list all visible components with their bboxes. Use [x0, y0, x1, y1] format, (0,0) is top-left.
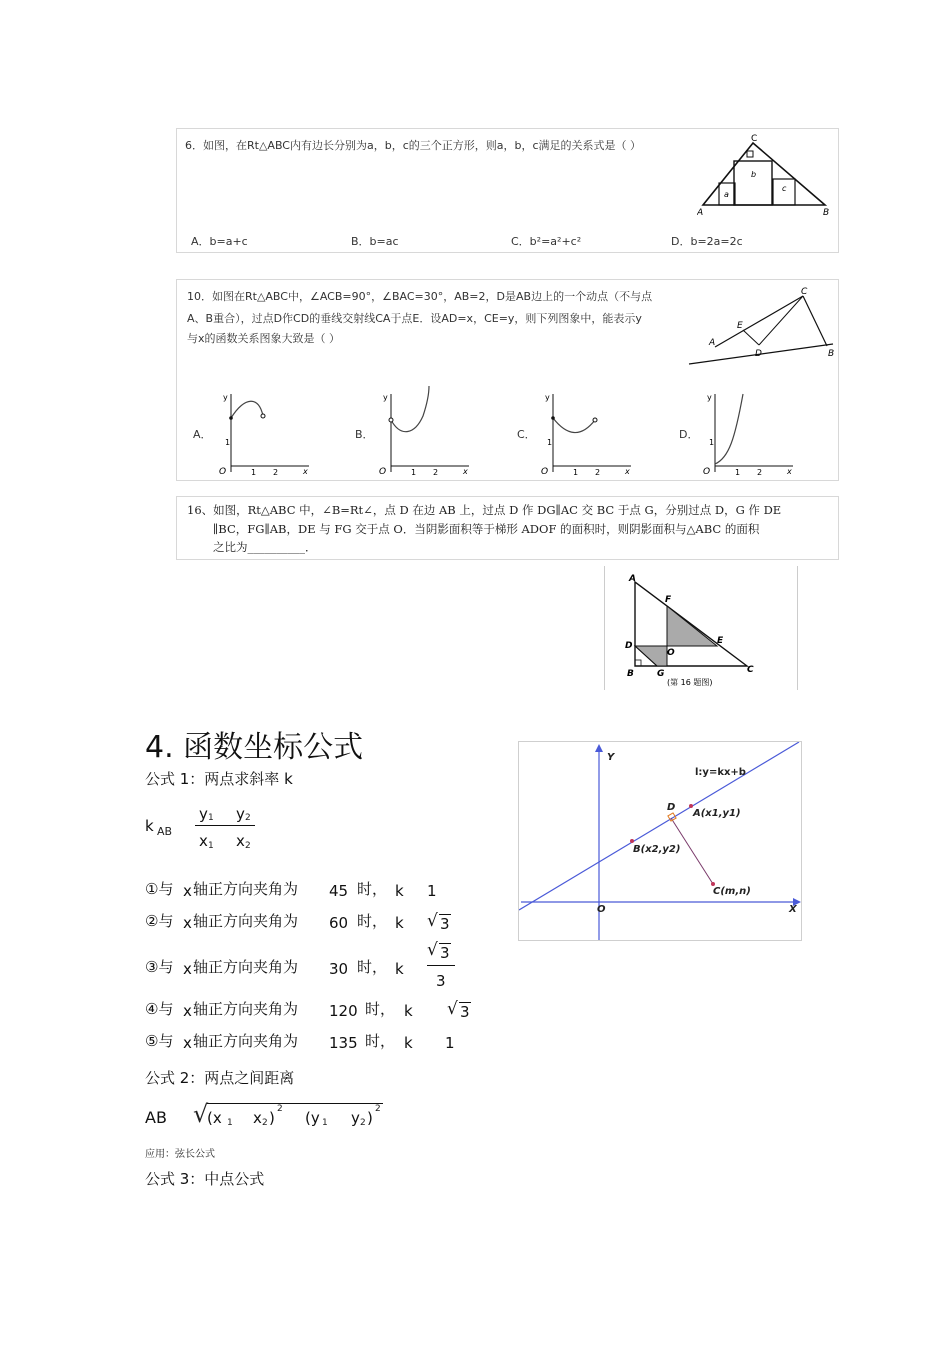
q6-label-b-vertex: B [823, 208, 830, 218]
q10a-1: 1 [251, 468, 257, 477]
question-10-line2: A、B重合），过点D作CD的垂线交射线CA于点E．设AD=x，CE=y，则下列图象中，能表示y [187, 312, 642, 325]
slope-x2-sub: 2 [245, 841, 251, 851]
q10-option-c: C． [517, 428, 536, 441]
q10d-y: y [707, 393, 712, 402]
angle-3-when: 时， [357, 958, 388, 976]
apply-note: 应用：弦长公式 [145, 1149, 215, 1160]
q10d-one: 1 [709, 438, 715, 447]
angle-4-when: 时， [365, 1000, 396, 1018]
q6-option-c: C．b²=a²+c² [511, 235, 582, 248]
q10-label-b: B [828, 349, 835, 359]
dist-y2-sub: 2 [360, 1118, 366, 1128]
slope-x2: x [236, 832, 245, 850]
graph-equation: l:y=kx+b [695, 767, 746, 778]
angle-4-val: 3 [460, 1003, 470, 1021]
graph-label-a: A(x1,y1) [693, 808, 741, 819]
dist-sqrt-sign: √ [193, 1100, 209, 1128]
angle-3-deg: 30 [329, 960, 349, 978]
question-6-figure [697, 133, 837, 219]
angle-3-mid: 轴正方向夹角为 [193, 958, 299, 976]
q10c-x: x [625, 467, 630, 476]
angle-row-2 [145, 910, 465, 936]
q10-option-a: A． [193, 428, 212, 441]
graph-label-c: C(m,n) [713, 886, 751, 897]
q10b-y: y [383, 393, 388, 402]
slope-y2: y [236, 805, 245, 823]
angle-5-k: k [404, 1034, 413, 1052]
q10b-2: 2 [433, 468, 439, 477]
slope-k: k [145, 817, 154, 835]
q10d-x: x [787, 467, 792, 476]
question-10-panel [176, 279, 839, 481]
question-10-line1: 10．如图在Rt△ABC中，∠ACB=90°，∠BAC=30°，AB=2，D是AB边上的一个动点（不与点 [187, 290, 653, 303]
q10b-1: 1 [411, 468, 417, 477]
q10-label-c: C [801, 287, 808, 297]
dist-x2: x [253, 1109, 262, 1127]
dist-close-2: ) [367, 1109, 373, 1127]
question-16-panel [176, 496, 839, 560]
q10-label-d: D [755, 349, 762, 359]
q10b-o: O [379, 467, 387, 477]
q10-graph-c [537, 388, 637, 478]
formula-1-label: 公式 1：两点求斜率 k [145, 770, 293, 788]
angle-3-den: 3 [436, 972, 446, 990]
dist-x2-sub: 2 [262, 1118, 268, 1128]
angle-5-x: x [183, 1034, 192, 1052]
angle-row-4 [145, 998, 475, 1024]
angle-2-x: x [183, 914, 192, 932]
angle-2-when: 时， [357, 912, 388, 930]
angle-1-k: k [395, 882, 404, 900]
q16-label-d: D [625, 641, 633, 651]
q6-option-a: A．b=a+c [191, 235, 248, 248]
graph-label-y: Y [607, 752, 615, 763]
q10-graph-d [699, 388, 799, 478]
q6-label-a: a [724, 190, 729, 199]
question-16-line1: 16、如图，Rt△ABC 中，∠B=Rt∠，点 D 在边 AB 上，过点 D 作 DG∥AC 交 BC 于点 G，分别过点 D，G 作 DE [187, 503, 782, 517]
q10c-one: 1 [547, 438, 553, 447]
dist-ab: AB [145, 1108, 167, 1127]
slope-y1-sub: 1 [208, 813, 214, 823]
angle-row-3 [145, 942, 465, 994]
q10a-2: 2 [273, 468, 279, 477]
dist-y2: y [351, 1109, 360, 1127]
angle-4-k: k [404, 1002, 413, 1020]
angle-3-pre: ③与 [145, 958, 174, 976]
angle-1-when: 时， [357, 880, 388, 898]
angle-5-pre: ⑤与 [145, 1032, 174, 1050]
q16-label-e: E [717, 636, 724, 646]
q10c-o: O [541, 467, 549, 477]
slope-y1: y [199, 805, 208, 823]
q16-caption: (第 16 题图) [667, 678, 713, 687]
q16-label-f: F [665, 595, 672, 605]
question-16-figure [604, 566, 798, 690]
dist-sq-1: 2 [277, 1104, 283, 1114]
angle-4-x: x [183, 1002, 192, 1020]
q10c-y: y [545, 393, 550, 402]
point-b [630, 839, 634, 843]
angle-1-val: 1 [427, 882, 437, 900]
q10a-o: O [219, 467, 227, 477]
q10-option-d: D． [679, 428, 699, 441]
coordinate-graph [518, 741, 802, 941]
angle-2-k: k [395, 914, 404, 932]
angle-3-x: x [183, 960, 192, 978]
q16-label-a: A [629, 574, 636, 584]
q16-label-c: C [747, 665, 754, 675]
angle-1-mid: 轴正方向夹角为 [193, 880, 299, 898]
q10a-one: 1 [225, 438, 231, 447]
question-10-figure [685, 282, 837, 368]
angle-2-pre: ②与 [145, 912, 174, 930]
q16-label-o: O [667, 648, 675, 658]
angle-row-1 [145, 878, 465, 902]
angle-2-deg: 60 [329, 914, 349, 932]
dist-x1-sub: 1 [227, 1118, 233, 1128]
graph-label-d: D [667, 802, 676, 813]
question-6-panel [176, 128, 839, 253]
slope-y2-sub: 2 [245, 813, 251, 823]
graph-label-x: X [789, 904, 797, 915]
dist-open-x: (x [207, 1109, 222, 1127]
q10-label-a: A [709, 338, 716, 348]
angle-1-pre: ①与 [145, 880, 174, 898]
angle-1-x: x [183, 882, 192, 900]
q10d-o: O [703, 467, 711, 477]
dist-sq-2: 2 [375, 1104, 381, 1114]
dist-close-1: ) [269, 1109, 275, 1127]
q6-label-c: c [782, 184, 787, 193]
q10a-y: y [223, 393, 228, 402]
q6-label-b: b [751, 170, 757, 179]
angle-5-val: 1 [445, 1034, 455, 1052]
angle-5-mid: 轴正方向夹角为 [193, 1032, 299, 1050]
q10-option-b: B． [355, 428, 374, 441]
q6-label-c-vertex: C [751, 134, 758, 144]
q6-option-b: B．b=ac [351, 235, 399, 248]
q16-label-b: B [627, 669, 634, 679]
angle-3-k: k [395, 960, 404, 978]
angle-4-pre: ④与 [145, 1000, 174, 1018]
q10a-x: x [303, 467, 308, 476]
line-l [519, 742, 799, 910]
angle-3-fraction-bar [427, 965, 455, 966]
dist-open-y: (y [305, 1109, 320, 1127]
angle-4-deg: 120 [329, 1002, 358, 1020]
graph-label-b: B(x2,y2) [633, 844, 681, 855]
angle-3-num: 3 [440, 944, 450, 962]
q6-option-d: D．b=2a=2c [671, 235, 743, 248]
angle-4-mid: 轴正方向夹角为 [193, 1000, 299, 1018]
formula-2-label: 公式 2：两点之间距离 [145, 1069, 295, 1087]
angle-5-deg: 135 [329, 1034, 358, 1052]
slope-x1: x [199, 832, 208, 850]
dist-overline [207, 1103, 383, 1104]
slope-formula [145, 805, 275, 855]
question-16-line2: ∥BC，FG∥AB，DE 与 FG 交于点 O．当阴影面积等于梯形 ADOF 的面积时，则阴影面积与△ABC 的面积 [213, 522, 760, 536]
q16-label-g: G [657, 669, 665, 679]
angle-4-sqrt-sign: √ [447, 999, 458, 1019]
q10-graph-a [215, 388, 315, 478]
section-title: 4. 函数坐标公式 [145, 730, 364, 765]
graph-label-o: O [597, 904, 606, 915]
q10-graph-b [375, 382, 475, 478]
question-10-line3: 与x的函数关系图象大致是（ ） [187, 332, 341, 345]
distance-formula [145, 1098, 395, 1132]
question-6-text: 6．如图，在Rt△ABC内有边长分别为a，b，c的三个正方形，则a，b，c满足的关系式是（ ） [185, 139, 642, 152]
q10d-2: 2 [757, 468, 763, 477]
q10-label-e: E [737, 321, 743, 331]
fraction-bar [195, 825, 255, 826]
angle-2-mid: 轴正方向夹角为 [193, 912, 299, 930]
formula-3-label: 公式 3：中点公式 [145, 1170, 265, 1188]
q10c-1: 1 [573, 468, 579, 477]
angle-2-sqrt-sign: √ [427, 911, 438, 931]
angle-1-deg: 45 [329, 882, 349, 900]
angle-3-sqrt-sign: √ [427, 940, 438, 960]
dist-y1-sub: 1 [322, 1118, 328, 1128]
angle-5-when: 时， [365, 1032, 396, 1050]
q10c-2: 2 [595, 468, 601, 477]
question-16-line3: 之比为__________． [213, 540, 317, 554]
q6-label-a-vertex: A [697, 208, 704, 218]
angle-row-5 [145, 1030, 475, 1054]
q10d-1: 1 [735, 468, 741, 477]
angle-2-val: 3 [440, 915, 450, 933]
slope-ab: AB [157, 825, 173, 838]
q10b-x: x [463, 467, 468, 476]
slope-x1-sub: 1 [208, 841, 214, 851]
